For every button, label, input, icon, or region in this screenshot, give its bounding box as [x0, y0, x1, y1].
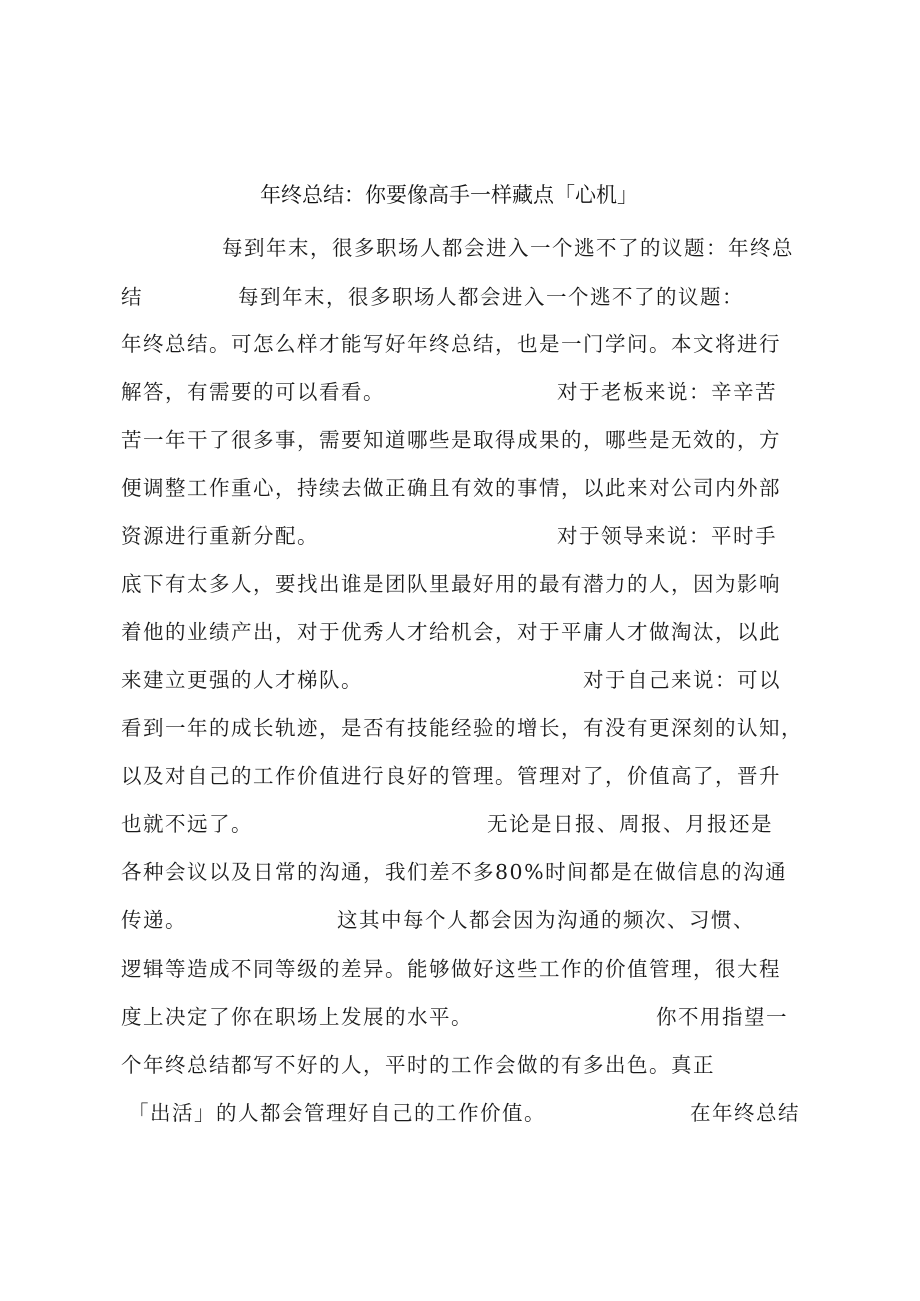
text-line: 结 — [121, 285, 143, 309]
text-line: 来建立更强的人才梯队。 — [121, 668, 363, 692]
text-line: 苦一年干了很多事，需要知道哪些是取得成果的，哪些是无效的，方 — [121, 428, 781, 452]
text-line: 也就不远了。 — [121, 812, 253, 836]
text-line: 你不用指望一 — [656, 1005, 788, 1029]
text-line: 以及对自己的工作价值进行良好的管理。管理对了，价值高了，晋升 — [121, 764, 781, 788]
text-line: 各种会议以及日常的沟通，我们差不多80%时间都是在做信息的沟通 — [121, 860, 788, 884]
text-line: 对于领导来说：平时手 — [557, 524, 777, 548]
text-line: 对于自己来说：可以 — [583, 668, 781, 692]
text-line: 无论是日报、周报、月报还是 — [487, 812, 773, 836]
text-line: 「出活」的人都会管理好自己的工作价值。 — [128, 1101, 546, 1125]
text-line: 每到年末，很多职场人都会进入一个逃不了的议题： — [238, 285, 744, 309]
text-line: 便调整工作重心，持续去做正确且有效的事情，以此来对公司内外部 — [121, 476, 781, 500]
text-line: 逻辑等造成不同等级的差异。能够做好这些工作的价值管理，很大程 — [121, 957, 781, 981]
text-line: 传递。 — [121, 908, 187, 932]
text-line: 这其中每个人都会因为沟通的频次、习惯、 — [337, 908, 755, 932]
text-line: 年终总结。可怎么样才能写好年终总结，也是一门学问。本文将进行 — [121, 332, 781, 356]
text-line: 度上决定了你在职场上发展的水平。 — [121, 1005, 473, 1029]
text-line: 在年终总结 — [690, 1101, 800, 1125]
text-line: 每到年末，很多职场人都会进入一个逃不了的议题：年终总 — [222, 236, 794, 260]
text-line: 对于老板来说：辛辛苦 — [557, 380, 777, 404]
text-line: 个年终总结都写不好的人，平时的工作会做的有多出色。真正 — [121, 1053, 715, 1077]
text-line: 着他的业绩产出，对于优秀人才给机会，对于平庸人才做淘汰，以此 — [121, 620, 781, 644]
text-line: 看到一年的成长轨迹，是否有技能经验的增长，有没有更深刻的认知， — [121, 716, 803, 740]
text-line: 解答，有需要的可以看看。 — [121, 380, 385, 404]
text-line: 底下有太多人，要找出谁是团队里最好用的最有潜力的人，因为影响 — [121, 572, 781, 596]
document-title: 年终总结：你要像高手一样藏点「心机」 — [260, 183, 638, 207]
text-line: 资源进行重新分配。 — [121, 524, 319, 548]
